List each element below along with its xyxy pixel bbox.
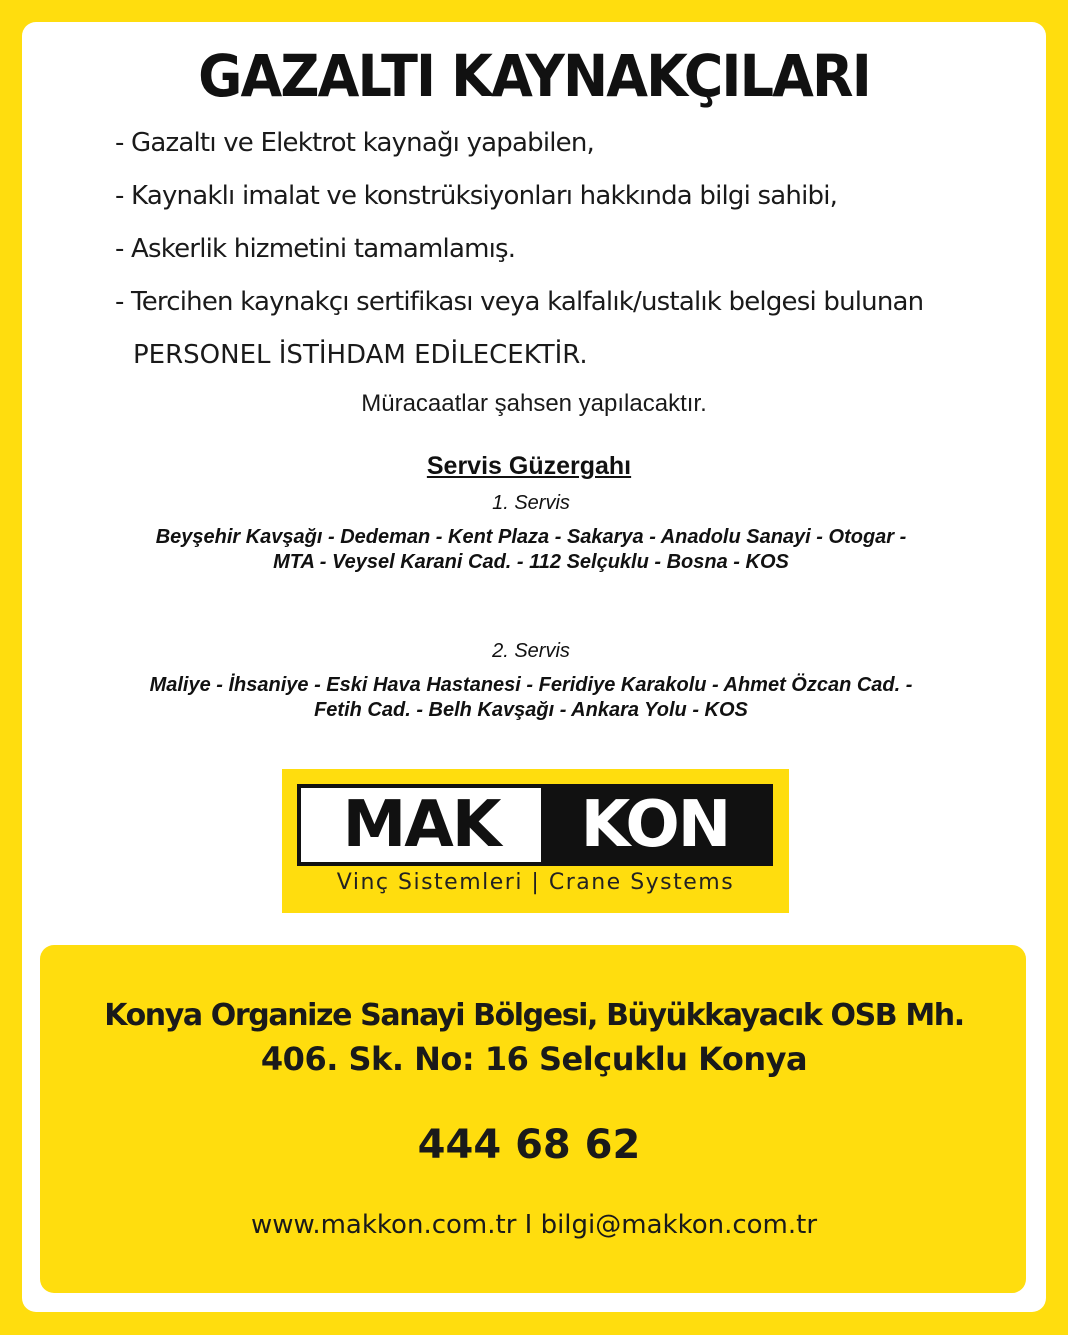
- servis-2-title: 2. Servis: [492, 640, 570, 662]
- application-note: Müracaatlar şahsen yapılacaktır.: [361, 390, 707, 417]
- requirement-3: - Askerlik hizmetini tamamlamış.: [115, 234, 516, 264]
- makkon-logo: [282, 769, 789, 913]
- phone-number: 444 68 62: [417, 1122, 641, 1168]
- servis-heading: Servis Güzergahı: [426, 452, 632, 480]
- logo-wordmark-frame: [297, 784, 773, 866]
- logo-tagline: Vinç Sistemleri | Crane Systems: [336, 870, 735, 895]
- servis-1-route-line-2: MTA - Veysel Karani Cad. - 112 Selçuklu - Bosna - KOS: [273, 551, 789, 573]
- servis-2-route-line-2: Fetih Cad. - Belh Kavşağı - Ankara Yolu - KOS: [314, 699, 748, 721]
- logo-wordmark-mak: MAK: [342, 788, 500, 862]
- servis-1-title: 1. Servis: [492, 492, 570, 514]
- servis-2-route-line-1: Maliye - İhsaniye - Eski Hava Hastanesi - Feridiye Karakolu - Ahmet Özcan Cad. -: [149, 674, 913, 696]
- requirement-1: - Gazaltı ve Elektrot kaynağı yapabilen,: [115, 128, 595, 158]
- address-line-1: Konya Organize Sanayi Bölgesi, Büyükkayacık OSB Mh.: [104, 998, 964, 1033]
- requirement-2: - Kaynaklı imalat ve konstrüksiyonları hakkında bilgi sahibi,: [115, 181, 838, 211]
- address-line-2: 406. Sk. No: 16 Selçuklu Konya: [260, 1040, 808, 1078]
- website-email: www.makkon.com.tr I bilgi@makkon.com.tr: [250, 1210, 818, 1240]
- personel-statement: PERSONEL İSTİHDAM EDİLECEKTİR.: [133, 340, 588, 370]
- ad-title: GAZALTI KAYNAKÇILARI: [198, 42, 870, 110]
- servis-1-route-line-1: Beyşehir Kavşağı - Dedeman - Kent Plaza - Sakarya - Anadolu Sanayi - Otogar -: [155, 526, 907, 548]
- requirement-4: - Tercihen kaynakçı sertifikası veya kalfalık/ustalık belgesi bulunan: [115, 287, 924, 317]
- logo-wordmark-kon: KON: [541, 788, 769, 862]
